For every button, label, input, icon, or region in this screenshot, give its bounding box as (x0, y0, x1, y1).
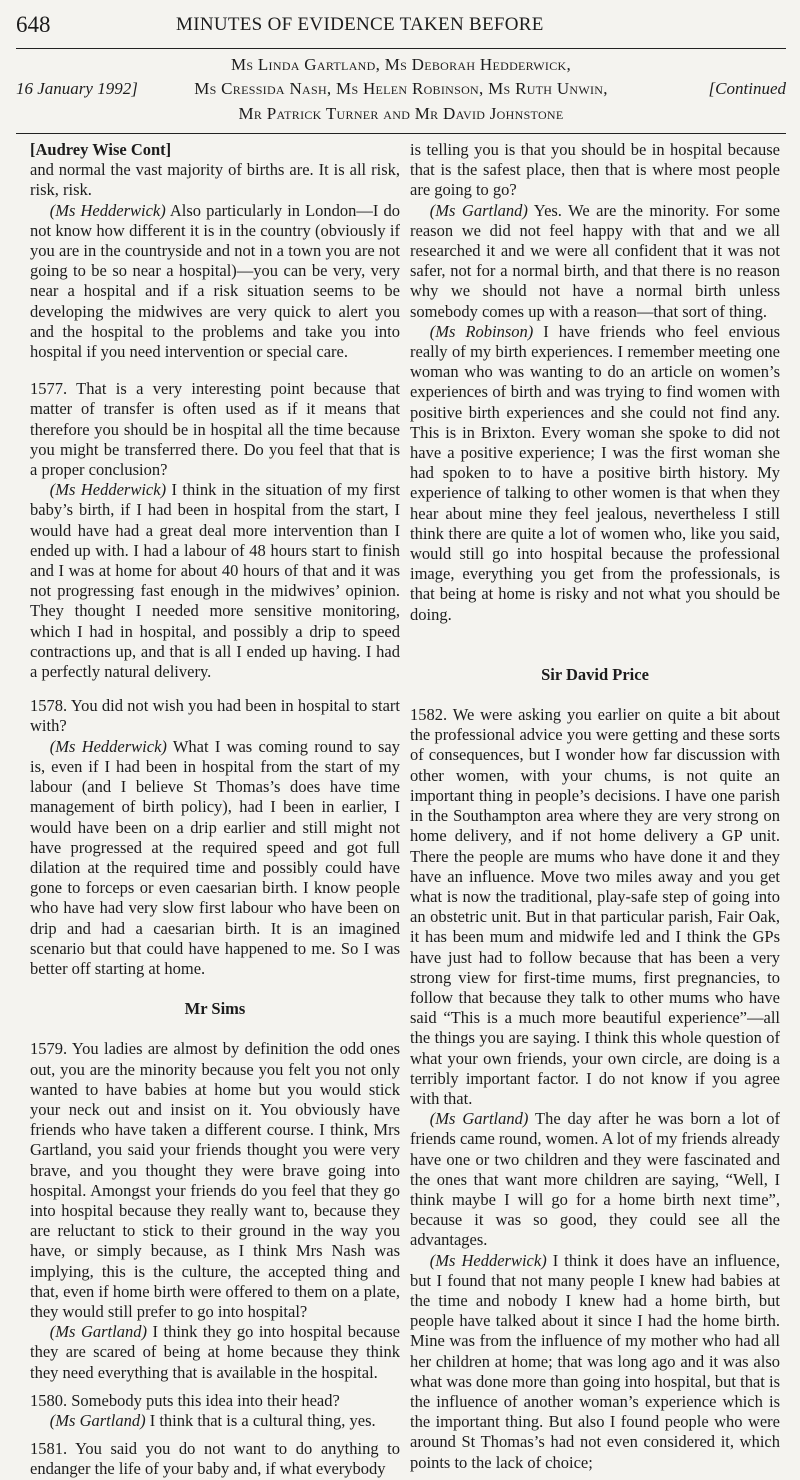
left-column (30, 140, 400, 1480)
answer-paragraph (410, 1109, 780, 1250)
speaker-name: (Ms Hedderwick) (429, 1250, 547, 1270)
paragraph-text: What I was coming round to say is, even if I had been in hospital from the start of my labour (and I believe St Thomas’s does have time management of birth policy), had I been in earlier, I would have been on a drip earlier and still might not have progressed at the required speed and got full dilation at the required time and possibly could have gone to forceps or even caesarian birth. I know people who have had very slow first labour who have been on drip and had a caesarian birth. It is an imagined scenario but that could have happened to me. So I was better off starting at home. (30, 736, 400, 978)
question-paragraph (410, 705, 780, 1109)
question-paragraph (30, 379, 400, 480)
answer-paragraph (30, 1411, 400, 1431)
answer-paragraph (30, 737, 400, 979)
speaker-name: (Ms Hedderwick) (49, 480, 167, 500)
paragraph-text: 1580. Somebody puts this idea into their head? (30, 1390, 340, 1410)
section-label: [Audrey Wise Cont] (30, 140, 172, 159)
witness-rule (16, 133, 786, 134)
witness-line-1: Ms Linda Gartland, Ms Deborah Hedderwick, (230, 55, 572, 74)
paragraph-text: 1578. You did not wish you had been in hospital to start with? (30, 696, 400, 736)
paragraph-text: Also particularly in London—I do not know how different it is in the country (obviously if you are in the countryside and not in a town you are not going to be so near a hospital)—you can be very, very near a hospital and if a risk situation seems to be developing the midwives are very quick to alert you and the hospital to the problems and take you into hospital if you need intervention or special care. (30, 200, 400, 362)
paragraph-text: 1579. You ladies are almost by definition the odd ones out, you are the minority because you felt you not only wanted to have babies at home but you would stick your neck out and insist on it. You obviously have friends who have taken a different course. I think, Mrs Gartland, you said your friends thought you were very brave, and you thought they were brave going into hospital. Amongst your friends do you feel that they go into hospital because they really want to, because they are reluctant to stick to their ground in the way you have, or simply because, as I think Mrs Nash was implying, this is the culture, the accepted thing and that, even if home birth were offered to them on a plate, they would still prefer to go into hospital? (30, 1039, 400, 1321)
paragraph (30, 160, 400, 200)
running-title: MINUTES OF EVIDENCE TAKEN BEFORE (176, 14, 544, 35)
speaker-name: (Ms Gartland) (49, 1322, 147, 1342)
paragraph-text: I think they go into hospital because they are scared of being at home because they think they need everything that is available in the hospital. (30, 1322, 400, 1382)
page-number: 648 (16, 12, 51, 37)
witness-block (16, 55, 786, 131)
paragraph-text: 1577. That is a very interesting point because that matter of transfer is often used as if it means that therefore you should be in hospital all the time because you might be transferred there. Do you feel that that is a proper conclusion? (30, 379, 400, 480)
question-paragraph (30, 1039, 400, 1322)
running-head (16, 8, 786, 44)
paragraph-text: I think that is a cultural thing, yes. (145, 1410, 376, 1430)
paragraph-text: is telling you is that you should be in hospital because that is the safest place, then that is where most people are going to go? (410, 140, 780, 200)
speaker-name: (Ms Gartland) (429, 200, 528, 220)
speaker-heading: Mr Sims (184, 999, 246, 1019)
speaker-name: (Ms Hedderwick) (49, 200, 166, 220)
paragraph-text: I have friends who feel envious really of my birth experiences. I remember meeting one woman who was wanting to do an article on women’s experiences of birth and was trying to find women with positive birth experiences and she could not find any. This is in Brixton. Every woman she spoke to did not have a positive experience; I was the first woman she had spoken to to have a positive birth history. My experience of talking to other women is that when they hear about mine they feel jealous, nevertheless I still think there are quite a lot of women who, like you said, would still go into hospital because the professional image, everything you get from the professionals, is that being at home is risky and not what you should be doing. (410, 321, 780, 624)
right-column (410, 140, 780, 1473)
continued-label: [Continued (708, 79, 786, 98)
paragraph-text: 1581. You said you do not want to do anything to endanger the life of your baby and, if what everybody (30, 1439, 400, 1479)
question-paragraph (30, 1439, 400, 1479)
speaker-name: (Ms Gartland) (429, 1109, 529, 1129)
answer-paragraph (410, 322, 780, 625)
speaker-name: (Ms Hedderwick) (49, 736, 167, 756)
witness-line-3: Mr Patrick Turner and Mr David Johnstone (238, 104, 564, 123)
question-paragraph (30, 696, 400, 736)
question-paragraph (30, 1391, 400, 1411)
header-rule (16, 48, 786, 49)
paragraph (410, 140, 780, 201)
paragraph-text: I think in the situation of my first baby’s birth, if I had been in hospital from the start, I would have had a great deal more intervention than I ended up with. I had a labour of 48 hours start to finish and I was at home for about 40 hours of that and it was not progressing fast enough in the midwives’ opinion. They thought I needed more sensitive monitoring, which I had in hospital, and possibly a drip to speed contractions up, and that is all I ended up having. I had a perfectly natural delivery. (30, 480, 400, 682)
witness-line-2: Ms Cressida Nash, Ms Helen Robinson, Ms Ruth Unwin, (194, 79, 608, 98)
paragraph-text: and normal the vast majority of births are. It is all risk, risk, risk. (30, 160, 400, 200)
paragraph-text: I think it does have an influence, but I found that not many people I knew had babies at the time and nobody I knew had a home birth, but people have talked about it since I had the home birth. Mine was from the influence of my mother who had all her children at home; that was long ago and it was also what was done more than going into hospital, but that is the influence of another woman’s experience which is the important thing. But also I found people who were around St Thomas’s had not even considered it, which points to the lack of choice; (410, 1250, 780, 1472)
answer-paragraph (30, 480, 400, 682)
answer-paragraph (30, 201, 400, 363)
paragraph-text: 1582. We were asking you earlier on quite a bit about the professional advice you were getting and these sorts of consequences, but I wonder how far discussion with other women, with your chums, is not quite an important thing in people’s decisions. I have one parish in the Southampton area where they are very strong on home delivery, and if not home delivery a GP unit. There the people are mums who have done it and they have an influence. Move two miles away and you get what is now the traditional, play-safe step of going into an obstetric unit. But in that particular parish, Fair Oak, it has been mum and midwife led and I think the GPs have just had to follow because that has been a very strong view for first-time mums, first pregnancies, to follow that because they talk to other mums who have said “This is a much more beautiful experience”—all the things you are saying. I think this whole question of what your own friends, your own circle, are doing is a terribly important factor. I do not know if you agree with that. (410, 705, 780, 1108)
answer-paragraph (410, 1251, 780, 1473)
answer-paragraph (30, 1322, 400, 1383)
paragraph-text: Yes. We are the minority. For some reason we did not feel happy with that and we all researched it and we were all confident that it was not safer, not for a normal birth, and that there is no reason why we should not have a normal birth unless somebody comes up with a reason—that sort of thing. (410, 200, 780, 321)
session-date: 16 January 1992] (16, 79, 138, 98)
speaker-heading: Sir David Price (541, 664, 649, 684)
paragraph-text: The day after he was born a lot of friends came round, women. A lot of my friends already have one or two children and they were fascinated and the ones that want more children are saying, “Well, I think maybe I will go for a home birth next time”, because it was so good, they could see all the advantages. (410, 1109, 780, 1250)
answer-paragraph (410, 201, 780, 322)
speaker-name: (Ms Gartland) (49, 1410, 146, 1430)
speaker-name: (Ms Robinson) (429, 321, 534, 341)
